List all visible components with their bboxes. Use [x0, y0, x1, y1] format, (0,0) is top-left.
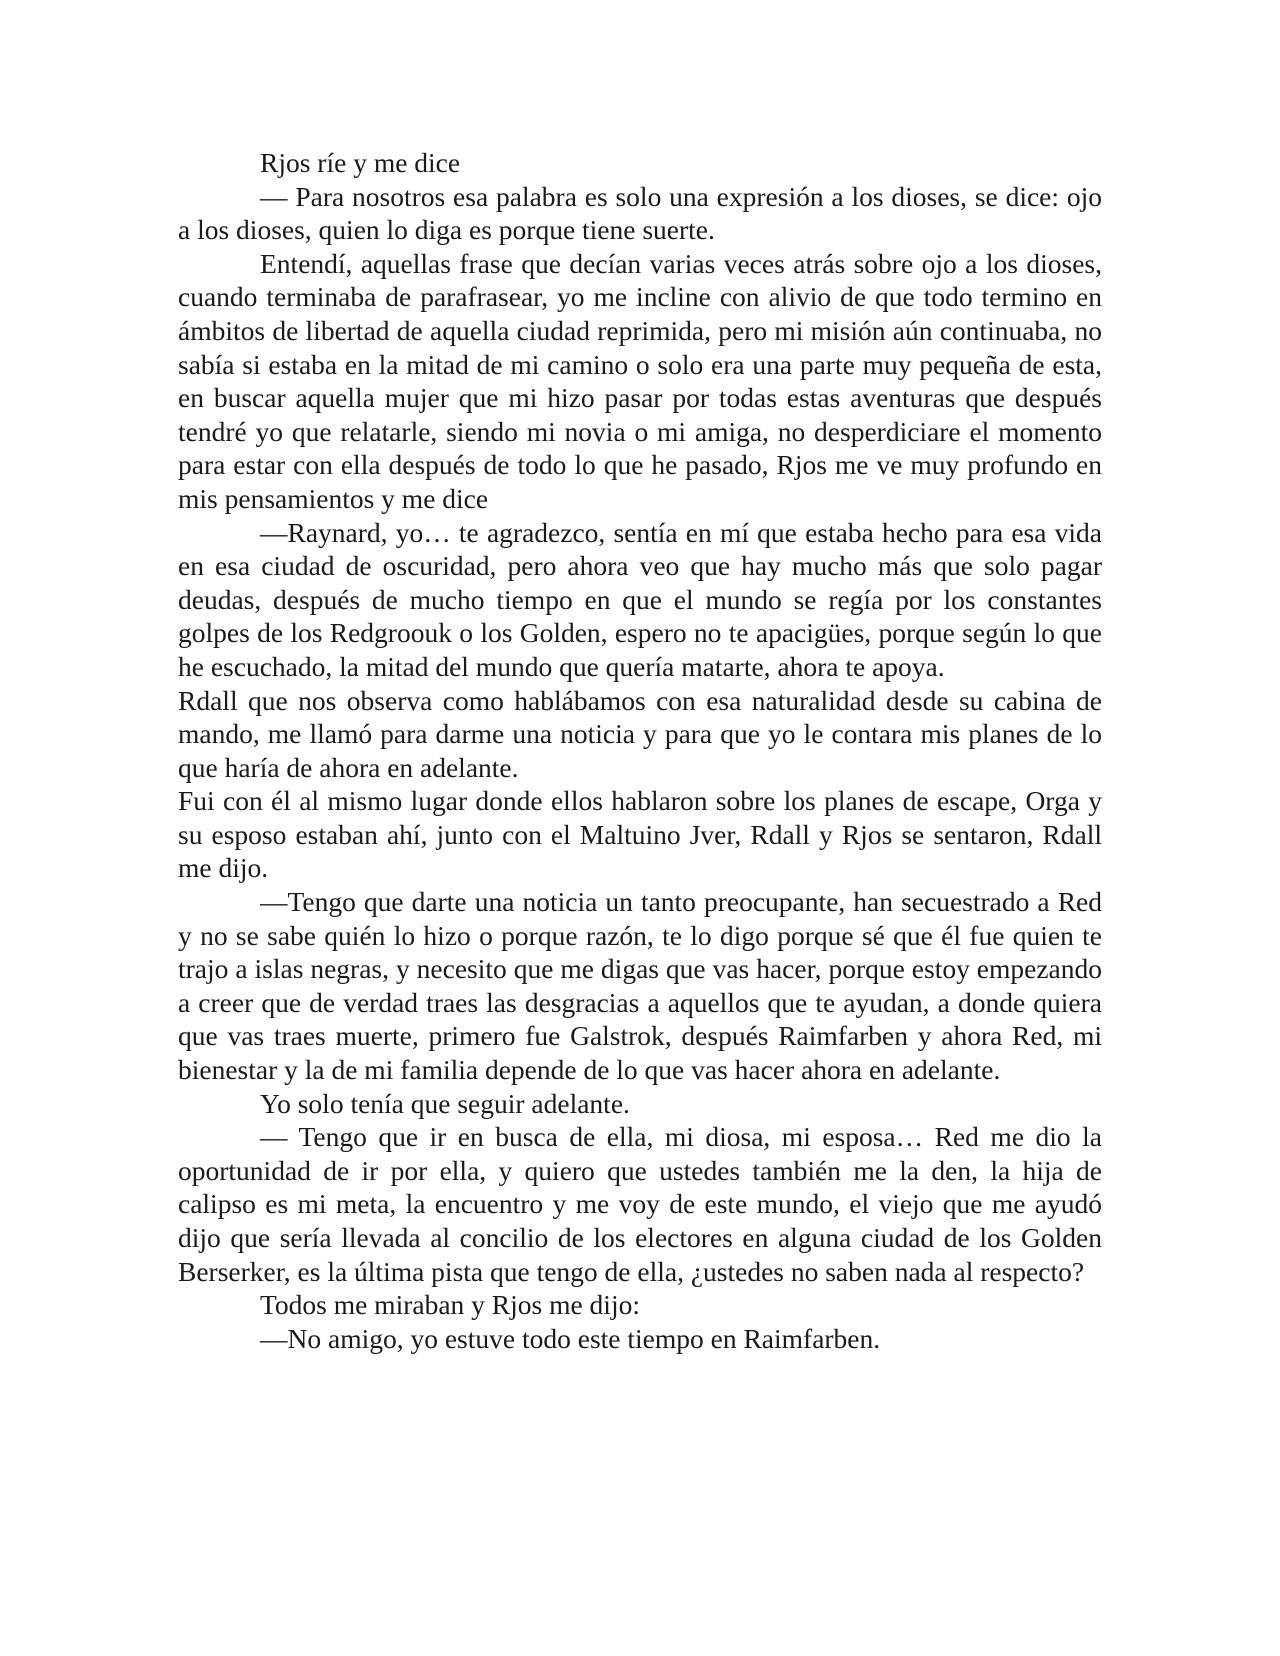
paragraph: — Para nosotros esa palabra es solo una expresión a los dioses, se dice: ojo a los dioses, quien lo diga es porque tiene suerte. [178, 180, 1102, 246]
paragraph: —Raynard, yo… te agradezco, sentía en mí que estaba hecho para esa vida en esa ciudad de oscuridad, pero ahora veo que hay mucho más que solo pagar deudas, después de mucho tiempo en que el mundo se regía por los constantes golpes de los Redgroouk o los Golden, espero no te apacigües, porque según lo que he escuchado, la mitad del mundo que quería matarte, ahora te apoya. [178, 516, 1102, 682]
document-page [178, 146, 1102, 1355]
paragraph: —No amigo, yo estuve todo este tiempo en Raimfarben. [260, 1322, 881, 1354]
paragraph: Rjos ríe y me dice [260, 147, 461, 178]
paragraph: Yo solo tenía que seguir adelante. [260, 1087, 630, 1119]
paragraph: Fui con él al mismo lugar donde ellos hablaron sobre los planes de escape, Orga y su esposo estaban ahí, junto con el Maltuino Jver, Rdall y Rjos se sentaron, Rdall me dijo. [178, 785, 1102, 884]
paragraph: Entendí, aquellas frase que decían varias veces atrás sobre ojo a los dioses, cuando terminaba de parafrasear, yo me incline con alivio de que todo termino en ámbitos de libertad de aquella ciudad reprimida, pero mi misión aún continuaba, no sabía si estaba en la mitad de mi camino o solo era una parte muy pequeña de esta, en buscar aquella mujer que mi hizo pasar por todas estas aventuras que después tendré yo que relatarle, siendo mi novia o mi amiga, no desperdiciare el momento para estar con ella después de todo lo que he pasado, Rjos me ve muy profundo en mis pensamientos y me dice [178, 247, 1102, 514]
paragraph: — Tengo que ir en busca de ella, mi diosa, mi esposa… Red me dio la oportunidad de ir por ella, y quiero que ustedes también me la den, la hija de calipso es mi meta, la encuentro y me voy de este mundo, el viejo que me ayudó dijo que sería llevada al concilio de los electores en alguna ciudad de los Golden Berserker, es la última pista que tengo de ella, ¿ustedes no saben nada al respecto? [178, 1121, 1102, 1287]
paragraph: Rdall que nos observa como hablábamos con esa naturalidad desde su cabina de mando, me llamó para darme una noticia y para que yo le contara mis planes de lo que haría de ahora en adelante. [178, 684, 1102, 783]
paragraph: Todos me miraban y Rjos me dijo: [260, 1289, 640, 1321]
paragraph: —Tengo que darte una noticia un tanto preocupante, han secuestrado a Red y no se sabe quién lo hizo o porque razón, te lo digo porque sé que él fue quien te trajo a islas negras, y necesito que me digas que vas hacer, porque estoy empezando a creer que de verdad traes las desgracias a aquellos que te ayudan, a donde quiera que vas traes muerte, primero fue Galstrok, después Raimfarben y ahora Red, mi bienestar y la de mi familia depende de lo que vas hacer ahora en adelante. [178, 886, 1102, 1086]
